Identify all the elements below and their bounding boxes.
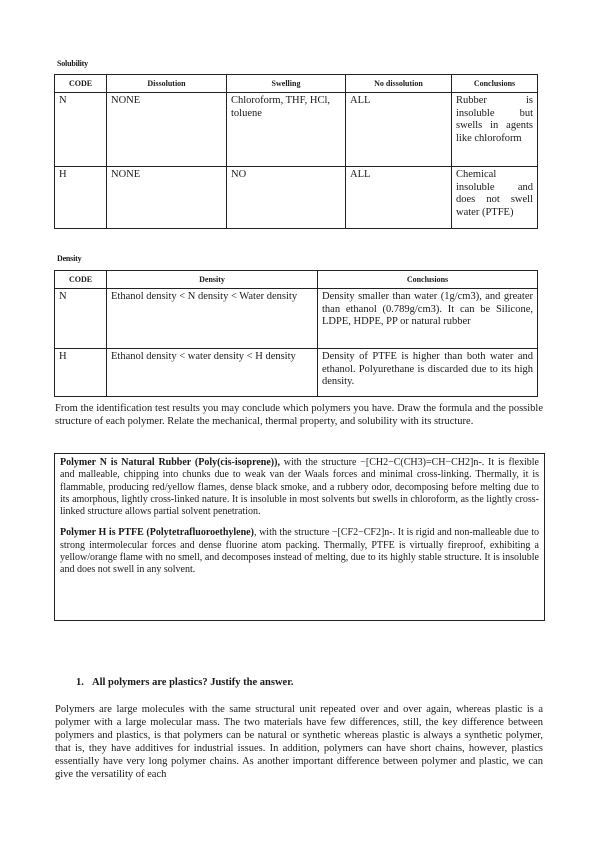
density-cell: Density of PTFE is higher than both water and ethanol. Polyurethane is discarded due to its high density. (318, 349, 538, 397)
polymer-h-text: , with the structure −[CF2−CF2]n-. It is rigid and non-malleable due to strong intermolecular forces and dense fluorine atom packing. Thermally, PTFE is virtually fireproof, exhibiting a yellow/orange flame with no smell, and decomposes instead of melting, due to its highly stable structure. It is insoluble and does not swell in any solvent. (60, 527, 539, 576)
polymer-n-title: Polymer N is Natural Rubber (Poly(cis-isoprene)), (60, 457, 280, 468)
solubility-cell: Chloroform, THF, HCl, toluene (227, 93, 346, 167)
solubility-cell: H (55, 167, 107, 229)
density-cell: N (55, 289, 107, 349)
solubility-header-dissolution: Dissolution (107, 75, 227, 93)
table-row (55, 93, 538, 167)
polymer-h-paragraph (60, 527, 539, 576)
solubility-cell: NONE (107, 93, 227, 167)
solubility-heading: Solubility (57, 59, 88, 68)
answer-box (54, 453, 545, 621)
solubility-header-no-dissolution: No dissolution (346, 75, 452, 93)
solubility-cell: Chemical insoluble and does not swell water (PTFE) (452, 167, 538, 229)
density-table (54, 270, 538, 397)
question-number: 1. (76, 677, 84, 688)
table-row (55, 349, 538, 397)
solubility-header-code: CODE (55, 75, 107, 93)
solubility-header-conclusions: Conclusions (452, 75, 538, 93)
answer-paragraph: Polymers are large molecules with the same structural unit repeated over and over again, whereas plastic is a polymer with a large molecular mass. The two materials have few differences, still, the key difference between polymers and plastics, is that polymers can be natural or synthetic whereas plastic is always a synthetic polymer, that is, they have additives for industrial issues. In addition, polymers can have short chains, however, plastics essentially have very long polymer chains. As another important difference between polymer and plastic, we can give the versatility of each (55, 704, 543, 780)
solubility-header-swelling: Swelling (227, 75, 346, 93)
solubility-header-row (55, 75, 538, 93)
solubility-cell: NONE (107, 167, 227, 229)
polymer-n-text: with the structure −[CH2−C(CH3)=CH−CH2]n-. It is flexible and malleable, chipping into chunks due to weak van der Waals forces and minimal cross-linking. Thermally, it is flammable, producing red/yellow flames, dense black smoke, and a rubbery odor, decomposing before melting due to its amorphous, lightly cross-linked nature. It is insoluble in most solvents but swells in chloroform, as the lightly cross-linked structure allows partial solvent penetration. (60, 457, 539, 518)
table-row (55, 167, 538, 229)
density-cell: Ethanol density < water density < H density (107, 349, 318, 397)
question-heading (76, 677, 294, 688)
density-heading: Density (57, 254, 82, 263)
density-cell: Ethanol density < N density < Water density (107, 289, 318, 349)
polymer-h-title: Polymer H is PTFE (Polytetrafluoroethylene) (60, 527, 254, 539)
density-cell: H (55, 349, 107, 397)
solubility-cell: ALL (346, 167, 452, 229)
density-header-density: Density (107, 271, 318, 289)
table-row (55, 289, 538, 349)
density-header-code: CODE (55, 271, 107, 289)
polymer-n-paragraph (60, 457, 539, 518)
instruction-text: From the identification test results you may conclude which polymers you have. Draw the formula and the possible structure of each polymer. Relate the mechanical, thermal property, and solubility with its structure. (55, 403, 543, 427)
solubility-cell: Rubber is insoluble but swells in agents like chloroform (452, 93, 538, 167)
solubility-cell: ALL (346, 93, 452, 167)
density-header-conclusions: Conclusions (318, 271, 538, 289)
solubility-table (54, 74, 538, 229)
density-header-row (55, 271, 538, 289)
solubility-cell: N (55, 93, 107, 167)
solubility-cell: NO (227, 167, 346, 229)
question-text: All polymers are plastics? Justify the answer. (92, 677, 294, 688)
density-cell: Density smaller than water (1g/cm3), and greater than ethanol (0.789g/cm3). It can be Silicone, LDPE, HDPE, PP or natural rubber (318, 289, 538, 349)
